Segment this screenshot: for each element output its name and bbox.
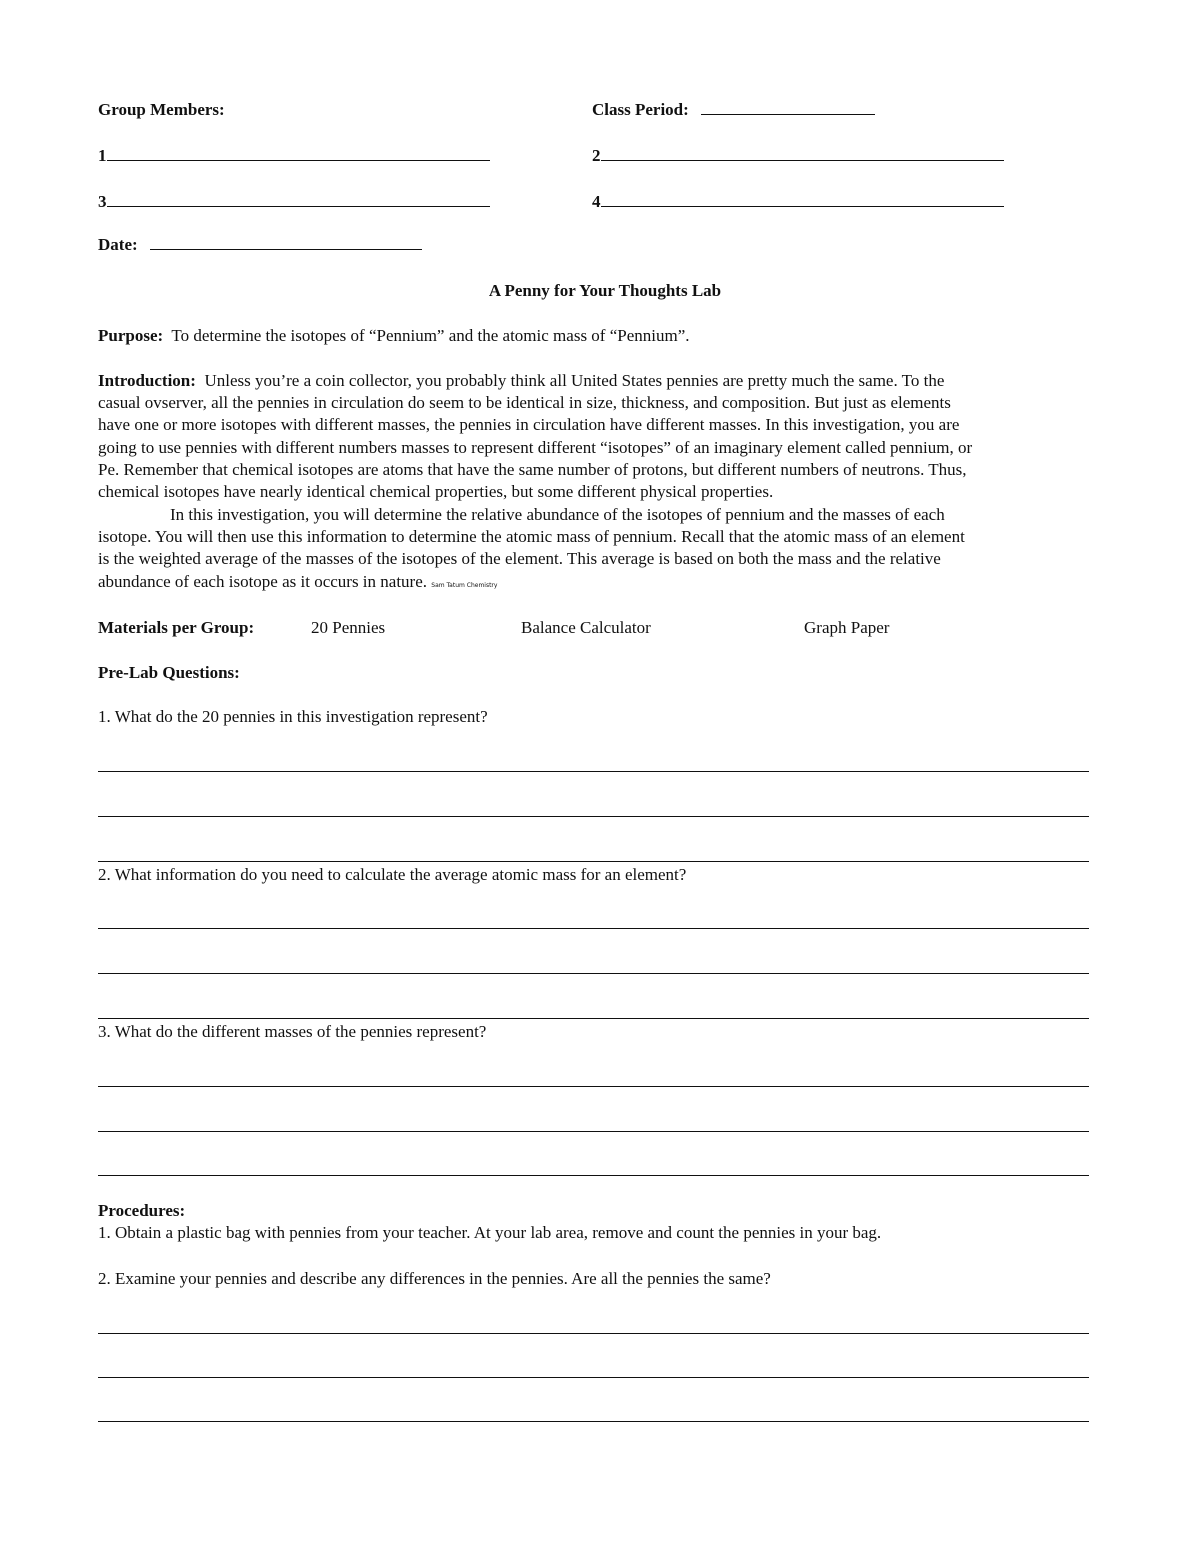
member-3-field <box>98 192 490 212</box>
class-period-input[interactable] <box>701 113 875 115</box>
material-item-3: Graph Paper <box>804 618 890 637</box>
intro-text-10: abundance of each isotope as it occurs in nature. <box>98 572 428 591</box>
intro-line-5: Pe. Remember that chemical isotopes are atoms that have the same number of protons, but different numbers of neutrons. Thus, <box>98 460 967 479</box>
purpose-text: To determine the isotopes of “Pennium” and the atomic mass of “Pennium”. <box>171 326 690 345</box>
material-item-1: 20 Pennies <box>311 618 386 637</box>
group-members-label: Group Members: <box>98 100 225 119</box>
answer-line[interactable] <box>98 816 1089 817</box>
intro-line-3: have one or more isotopes with different masses, the pennies in circulation have different masses. In this investigation, you are <box>98 415 960 434</box>
intro-text-1: Unless you’re a coin collector, you probably think all United States pennies are pretty much the same. To the <box>204 371 945 390</box>
intro-line-7: In this investigation, you will determine the relative abundance of the isotopes of pennium and the masses of each <box>170 505 945 524</box>
member-2-field <box>592 146 1004 166</box>
intro-line-9: is the weighted average of the masses of the isotopes of the element. This average is based on both the mass and the relative <box>98 549 941 568</box>
material-item-2: Balance Calculator <box>521 618 651 637</box>
answer-line[interactable] <box>98 1333 1089 1334</box>
member-3-input[interactable] <box>107 205 490 207</box>
prelab-question-1: 1. What do the 20 pennies in this investigation represent? <box>98 707 488 726</box>
member-4-field <box>592 192 1004 212</box>
answer-line[interactable] <box>98 1018 1089 1019</box>
intro-line-8: isotope. You will then use this information to determine the atomic mass of pennium. Recall that the atomic mass of an element <box>98 527 965 546</box>
date-field <box>98 235 422 255</box>
answer-line[interactable] <box>98 928 1089 929</box>
prelab-question-3: 3. What do the different masses of the pennies represent? <box>98 1022 487 1041</box>
member-1-input[interactable] <box>107 159 490 161</box>
answer-line[interactable] <box>98 1377 1089 1378</box>
answer-line[interactable] <box>98 1086 1089 1087</box>
date-input[interactable] <box>150 248 422 250</box>
procedures-label: Procedures: <box>98 1201 186 1220</box>
answer-line[interactable] <box>98 1421 1089 1422</box>
member-4-number: 4 <box>592 192 601 211</box>
procedure-step-1: 1. Obtain a plastic bag with pennies from your teacher. At your lab area, remove and count the pennies in your bag. <box>98 1223 882 1242</box>
page-title: A Penny for Your Thoughts Lab <box>488 281 722 300</box>
purpose <box>98 326 690 346</box>
class-period-label: Class Period: <box>592 100 689 119</box>
intro-line-2: casual ovserver, all the pennies in circulation do seem to be identical in size, thickness, and composition. But just as elements <box>98 393 951 412</box>
intro-line-6: chemical isotopes have nearly identical chemical properties, but some different physical properties. <box>98 482 774 501</box>
member-4-input[interactable] <box>601 205 1004 207</box>
member-1-field <box>98 146 490 166</box>
procedure-step-2: 2. Examine your pennies and describe any differences in the pennies. Are all the pennies the same? <box>98 1269 771 1288</box>
materials-label: Materials per Group: <box>98 618 255 637</box>
intro-line-4: going to use pennies with different numbers masses to represent different “isotopes” of an imaginary element called pennium, or <box>98 438 973 457</box>
class-period-field <box>592 100 875 120</box>
prelab-question-2: 2. What information do you need to calculate the average atomic mass for an element? <box>98 865 687 884</box>
purpose-label: Purpose: <box>98 326 164 345</box>
answer-line[interactable] <box>98 973 1089 974</box>
member-1-number: 1 <box>98 146 107 165</box>
answer-line[interactable] <box>98 861 1089 862</box>
prelab-label: Pre-Lab Questions: <box>98 663 240 682</box>
intro-line-10 <box>98 571 497 597</box>
answer-line[interactable] <box>98 771 1089 772</box>
introduction-label: Introduction: <box>98 371 196 390</box>
tiny-note: Sam Tatum Chemistry <box>431 582 498 589</box>
member-3-number: 3 <box>98 192 107 211</box>
intro-line-1 <box>98 370 944 392</box>
answer-line[interactable] <box>98 1175 1089 1176</box>
answer-line[interactable] <box>98 1131 1089 1132</box>
member-2-number: 2 <box>592 146 601 165</box>
member-2-input[interactable] <box>601 159 1004 161</box>
date-label: Date: <box>98 235 138 254</box>
